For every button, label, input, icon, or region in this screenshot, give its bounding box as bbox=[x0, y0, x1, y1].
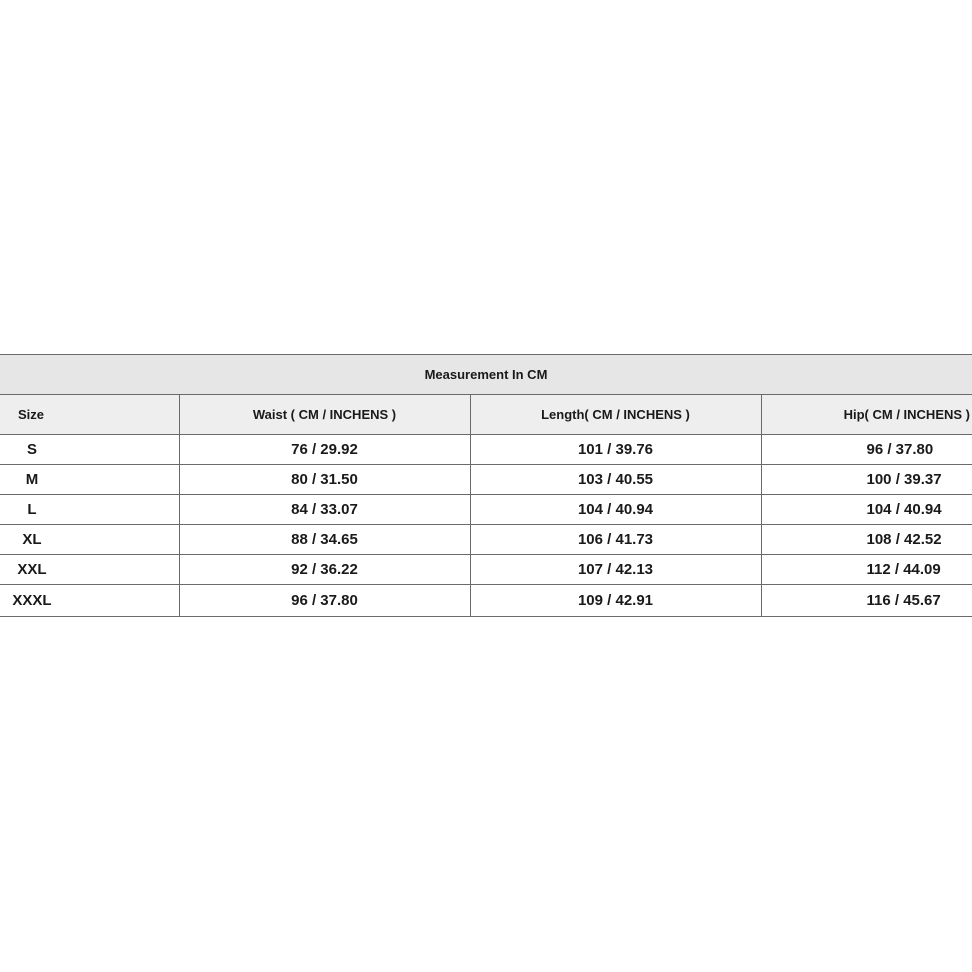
size-label: XXL bbox=[17, 561, 47, 578]
length-cell: 106 / 41.73 bbox=[470, 525, 761, 555]
size-label: XL bbox=[22, 531, 42, 548]
table-row bbox=[0, 585, 972, 617]
size-cell bbox=[0, 555, 179, 585]
hip-cell: 96 / 37.80 bbox=[761, 435, 972, 465]
waist-cell: 76 / 29.92 bbox=[179, 435, 470, 465]
size-label: L bbox=[27, 501, 37, 518]
length-cell: 101 / 39.76 bbox=[470, 435, 761, 465]
length-cell: 103 / 40.55 bbox=[470, 465, 761, 495]
length-cell: 109 / 42.91 bbox=[470, 585, 761, 617]
size-cell bbox=[0, 585, 179, 617]
hip-cell: 104 / 40.94 bbox=[761, 495, 972, 525]
size-cell bbox=[0, 495, 179, 525]
size-label: M bbox=[25, 471, 39, 488]
waist-cell: 80 / 31.50 bbox=[179, 465, 470, 495]
header-size: Size bbox=[0, 395, 179, 435]
table-row bbox=[0, 525, 972, 555]
waist-cell: 88 / 34.65 bbox=[179, 525, 470, 555]
waist-cell: 84 / 33.07 bbox=[179, 495, 470, 525]
table-row bbox=[0, 495, 972, 525]
table-row bbox=[0, 555, 972, 585]
table-header-row bbox=[0, 395, 972, 435]
hip-cell: 108 / 42.52 bbox=[761, 525, 972, 555]
size-cell bbox=[0, 435, 179, 465]
table-row bbox=[0, 465, 972, 495]
table-title: Measurement In CM bbox=[0, 355, 972, 395]
hip-cell: 112 / 44.09 bbox=[761, 555, 972, 585]
header-waist: Waist ( CM / INCHENS ) bbox=[179, 395, 470, 435]
table-row bbox=[0, 435, 972, 465]
hip-cell: 100 / 39.37 bbox=[761, 465, 972, 495]
header-length: Length( CM / INCHENS ) bbox=[470, 395, 761, 435]
size-label: XXXL bbox=[12, 592, 52, 609]
waist-cell: 96 / 37.80 bbox=[179, 585, 470, 617]
size-cell bbox=[0, 465, 179, 495]
hip-cell: 116 / 45.67 bbox=[761, 585, 972, 617]
length-cell: 104 / 40.94 bbox=[470, 495, 761, 525]
table-title-row bbox=[0, 355, 972, 395]
header-hip: Hip( CM / INCHENS ) bbox=[761, 395, 972, 435]
waist-cell: 92 / 36.22 bbox=[179, 555, 470, 585]
size-cell bbox=[0, 525, 179, 555]
length-cell: 107 / 42.13 bbox=[470, 555, 761, 585]
size-label: S bbox=[26, 441, 37, 458]
size-chart-table bbox=[0, 354, 972, 617]
